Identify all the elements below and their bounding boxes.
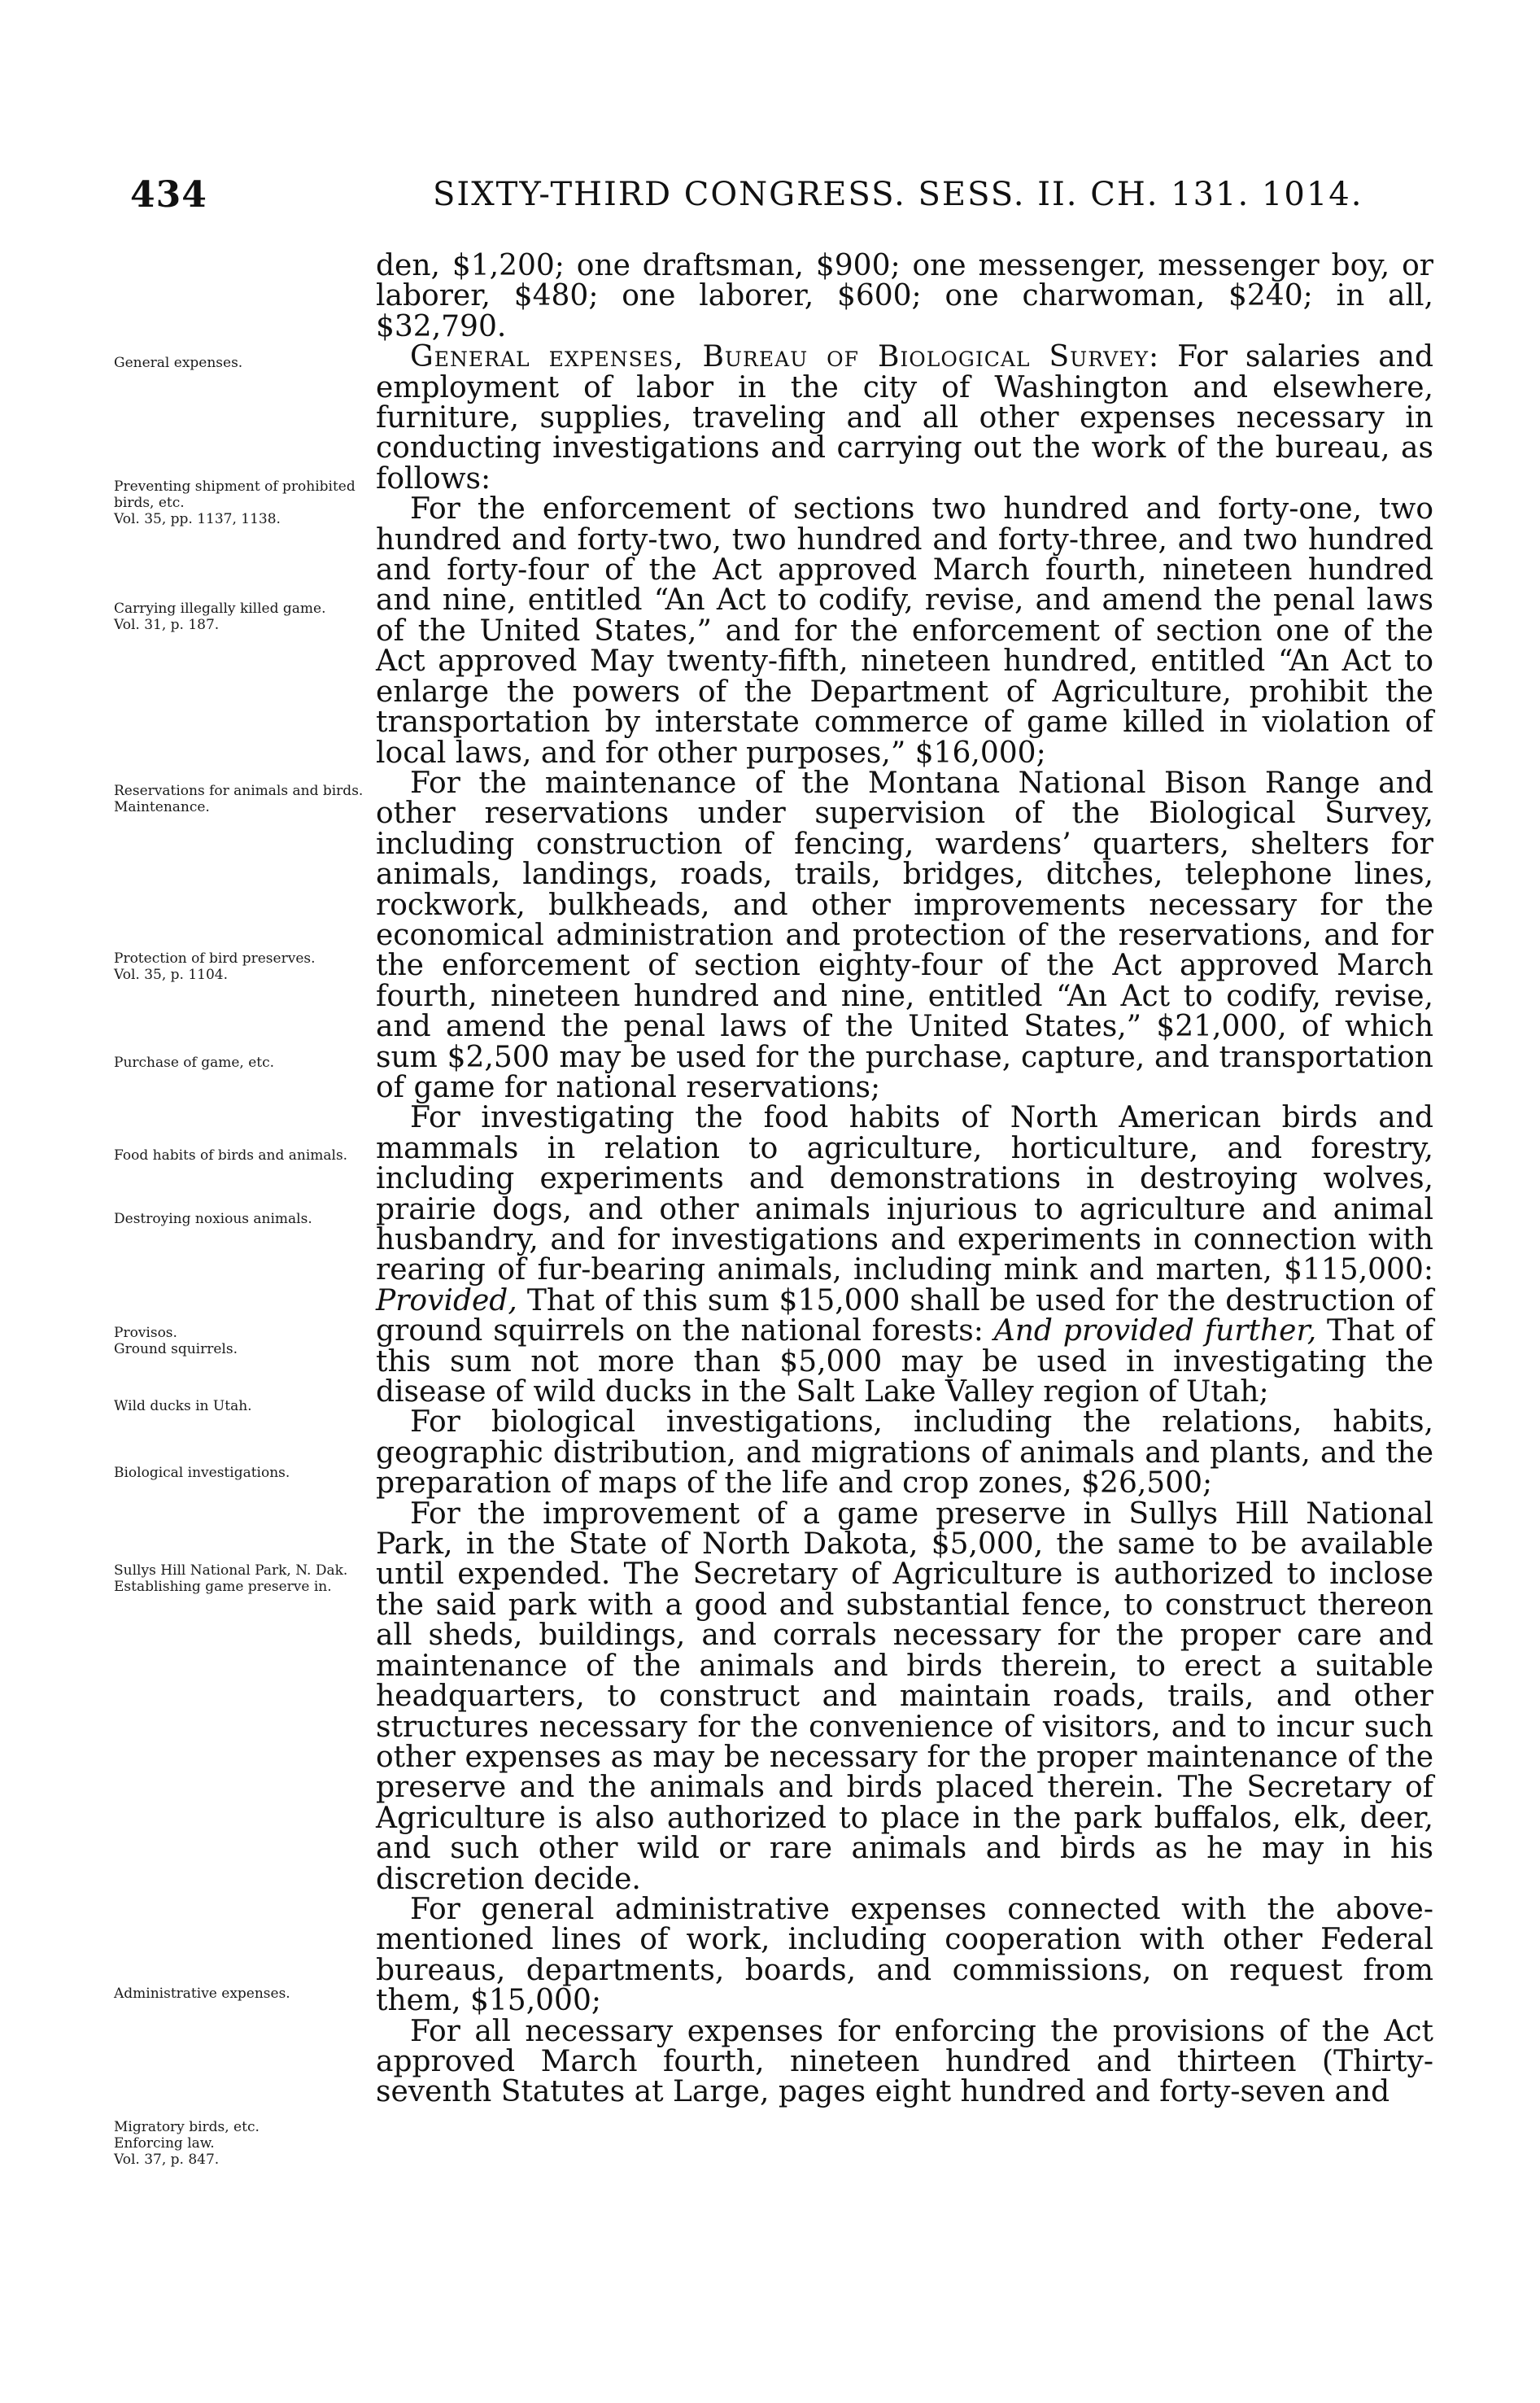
side-note-carrying-game: Carrying illegally killed game. Vol. 31, p. 187. [114,601,326,633]
proviso-provided-further: And provided further, [993,1314,1317,1348]
section-heading: General expenses, Bureau of Biological Survey: [410,340,1160,374]
page-number: 434 [130,174,207,216]
side-note-purchase-game: Purchase of game, etc. [114,1055,275,1071]
side-note-wild-ducks: Wild ducks in Utah. [114,1398,252,1414]
page-header [0,174,1540,223]
paragraph-continued: den, $1,200; one draftsman, $900; one messenger, messenger boy, or laborer, $480; one laborer, $600; one charwoman, $240; in all, $32,790. [376,249,1433,343]
side-note-destroying-noxious: Destroying noxious animals. [114,1211,312,1227]
paragraph-migratory: For all necessary expenses for enforcing the provisions of the Act approved March fourth, nineteen hundred and thirteen (Thirty-seventh Statutes at Large, pages eight hundred and forty-seven and [376,2014,1433,2109]
wild-ducks-text: That of this sum not more than $5,000 may be used in investigating the disease of wild ducks in the Salt Lake Valley region of Utah; [376,1314,1434,1409]
side-note-food-habits: Food habits of birds and animals. [114,1147,348,1164]
proviso-provided: Provided, [376,1283,517,1317]
side-note-provisos-ground-squirrels: Provisos. Ground squirrels. [114,1325,238,1357]
side-note-migratory: Migratory birds, etc. Enforcing law. Vol. 37, p. 847. [114,2119,260,2168]
paragraph-enforcement: For the enforcement of sections two hundred and forty-one, two hundred and forty-two, two hundred and forty-three, and two hundred and forty-four of the Act approved March fourth, nineteen hundred and nine, entitled “An Act to codify, revise, and amend the penal laws of the United States,” and for the enforcement of section one of the Act approved May twenty-fifth, nineteen hundred, entitled “An Act to enlarge the powers of the Department of Agriculture, prohibit the transportation by interstate commerce of game killed in violation of local laws, and for other purposes,” $16,000; [376,492,1433,770]
paragraph-general-expenses [376,342,1433,494]
side-note-sullys-hill: Sullys Hill National Park, N. Dak. Establishing game preserve in. [114,1562,348,1595]
paragraph-reservations: For the maintenance of the Montana National Bison Range and other reservations under supervision of the Biological Survey, including construction of fencing, wardens’ quarters, shelters for animals, landings, roads, trails, bridges, ditches, telephone lines, rockwork, bulkheads, and other improvements necessary for the economical administration and protection of the reservations, and for the enforcement of section eighty-four of the Act approved March fourth, nineteen hundred and nine, entitled “An Act to codify, revise, and amend the penal laws of the United States,” $21,000, of which sum $2,500 may be used for the purchase, capture, and transportation of game for national reservations; [376,766,1433,1104]
ground-squirrels-text: That of this sum $15,000 shall be used for the destruction of ground squirrels on the national forests: [376,1283,1433,1348]
paragraph-food-habits [376,1103,1433,1407]
side-note-general-expenses: General expenses. [114,355,243,371]
body-text [376,251,1433,2108]
paragraph-biological: For biological investigations, including the relations, habits, geographic distribution, and migrations of animals and plants, and the preparation of maps of the life and crop zones, $26,500; [376,1405,1433,1501]
paragraph-sullys-hill: For the improvement of a game preserve in Sullys Hill National Park, in the State of North Dakota, $5,000, the same to be available until expended. The Secretary of Agriculture is authorized to inclose the said park with a good and substantial fence, to construct thereon all sheds, buildings, and corrals necessary for the proper care and maintenance of the animals and birds therein, to erect a suitable headquarters, to construct and maintain roads, trails, and other structures necessary for the convenience of visitors, and to incur such other expenses as may be necessary for the proper maintenance of the preserve and the animals and birds placed therein. The Secretary of Agriculture is also authorized to place in the park buffalos, elk, deer, and such other wild or rare animals and birds as he may in his discretion decide. [376,1496,1433,1896]
paragraph-general-expenses-text: For salaries and employment of labor in the city of Washington and elsewhere, furniture, supplies, traveling and all other expenses necessary in conducting investigations and carrying out the work of the bureau, as follows: [376,340,1433,496]
side-note-administrative: Administrative expenses. [114,1986,290,2002]
side-note-biological: Biological investigations. [114,1465,290,1481]
side-note-preventing-shipment: Preventing shipment of prohibited birds, etc. Vol. 35, pp. 1137, 1138. [114,478,356,527]
food-habits-text: For investigating the food habits of North American birds and mammals in relation to agriculture, horticulture, and forestry, including experiments and demonstrations in destroying wolves, prairie dogs, and other animals injurious to agriculture and animal husbandry, and for investigations and experiments in connection with rearing of fur-bearing animals, including mink and marten, $115,000: [376,1101,1433,1287]
side-note-protection-preserves: Protection of bird preserves. Vol. 35, p. 1104. [114,950,316,983]
side-note-reservations: Reservations for animals and birds. Maintenance. [114,783,364,815]
running-head: SIXTY-THIRD CONGRESS. SESS. II. CH. 131. 1014. [433,176,1363,213]
paragraph-administrative: For general administrative expenses connected with the above-mentioned lines of work, including cooperation with other Federal bureaus, departments, boards, and commissions, on request from them, $15,000; [376,1892,1433,2018]
